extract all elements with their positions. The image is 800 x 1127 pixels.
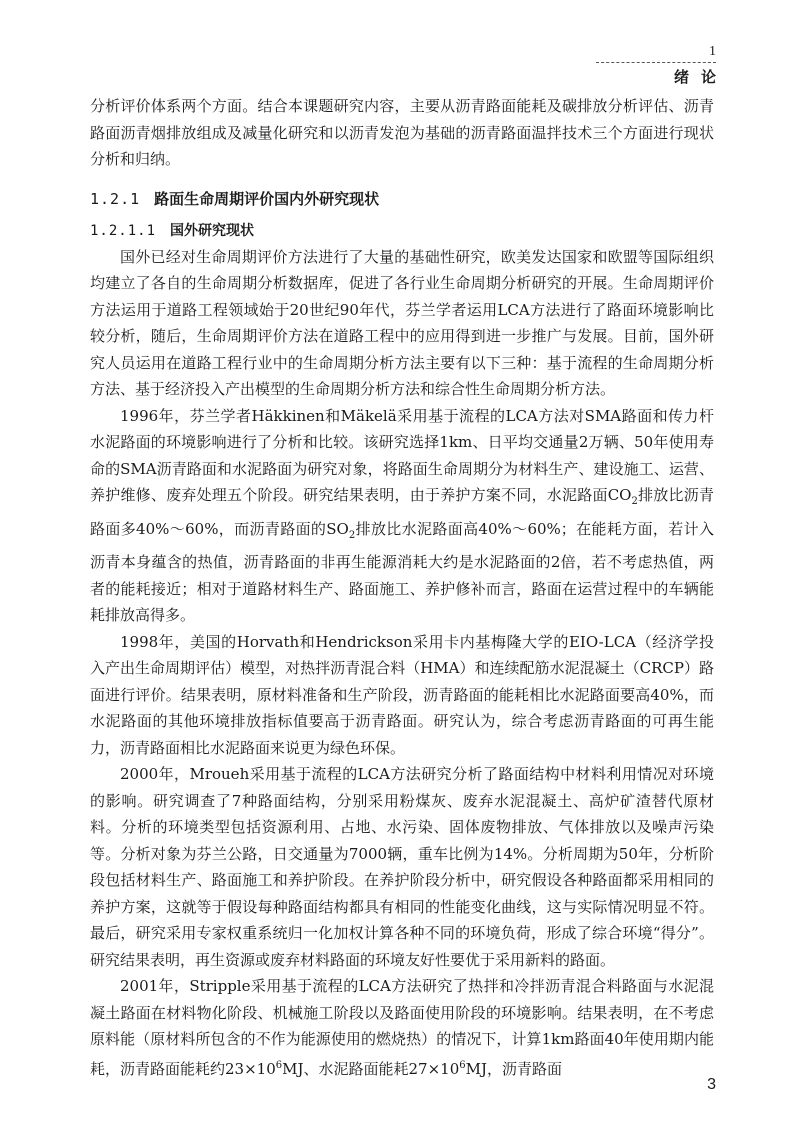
- text-run: 排放比水泥路面高40%～60%；在能耗方面，若计入沥青本身蕴含的热值，沥青路面的非再生能源消耗大约是水泥路面的2倍，若不考虑热值，两者的能耗接近；相对于道路材料生产、路面施工、养护修补而言，路面在运营过程中的车辆能耗排放高得多。: [90, 519, 714, 624]
- text-run: 排放比沥青路面多40%～60%，而沥青路面的SO: [90, 486, 714, 538]
- text-run: MJ，沥青路面: [465, 1059, 562, 1078]
- chapter-number: 1: [709, 44, 716, 59]
- paragraph-1998-study: 1998年，美国的Horvath和Hendrickson采用卡内基梅隆大学的EIO-LCA（经济学投入产出生命周期评估）模型，对热拌沥青混合料（HMA）和连续配筋水泥混凝土（CRCP）路面进行评价。结果表明，原材料准备和生产阶段，沥青路面的能耗相比水泥路面要高40%，而水泥路面的其他环境排放指标值要高于沥青路面。研究认为，综合考虑沥青路面的可再生能力，沥青路面相比水泥路面来说更为绿色环保。: [90, 632, 714, 757]
- section-number: 1.2.1: [90, 189, 141, 208]
- subscript: 2: [631, 496, 638, 507]
- paragraph-1996-study: [90, 403, 714, 629]
- subscript: 2: [348, 529, 356, 541]
- section-title: 路面生命周期评价国内外研究现状: [154, 189, 380, 208]
- page-body: [90, 93, 714, 1082]
- running-header: [0, 0, 800, 100]
- superscript: 6: [459, 1059, 466, 1071]
- subsection-title: 国外研究现状: [170, 222, 255, 239]
- paragraph-2000-study: 2000年，Mroueh采用基于流程的LCA方法研究分析了路面结构中材料利用情况对环境的影响。研究调查了7种路面结构，分别采用粉煤灰、废弃水泥混凝土、高炉矿渣替代原材料。分析的环境类型包括资源利用、占地、水污染、固体废物排放、气体排放以及噪声污染等。分析对象为芬兰公路，日交通量为7000辆，重车比例为14%。分析周期为50年，分析阶段包括材料生产、路面施工和养护阶段。在养护阶段分析中，研究假设各种路面都采用相同的养护方案，这就等于假设每种路面结构都具有相同的性能变化曲线，这与实际情况明显不符。最后，研究采用专家权重系统归一化加权计算各种不同的环境负荷，形成了综合环境“得分”。研究结果表明，再生资源或废弃材料路面的环境友好性要优于采用新料的路面。: [90, 765, 714, 969]
- paragraph-2001-study: [90, 973, 714, 1082]
- superscript: 6: [275, 1059, 283, 1071]
- page-number: 3: [707, 1076, 716, 1093]
- header-rule: [596, 62, 716, 63]
- text-run: 1996年，芬兰学者Häkkinen和Mäkelä采用基于流程的LCA方法对SMA路面和传力杆水泥路面的环境影响进行了分析和比较。该研究选择1km、日平均交通量2万辆、50年使用寿命的SMA沥青路面和水泥路面为研究对象，将路面生命周期分为材料生产、建设施工、运营、养护维修、废弃处理五个阶段。研究结果表明，由于养护方案不同，水泥路面CO: [90, 406, 714, 504]
- paragraph-intro: 分析评价体系两个方面。结合本课题研究内容，主要从沥青路面能耗及碳排放分析评估、沥青路面沥青烟排放组成及减量化研究和以沥青发泡为基础的沥青路面温拌技术三个方面进行现状分析和归纳。: [90, 97, 714, 168]
- chapter-title: 绪论: [673, 68, 728, 86]
- text-run: MJ、水泥路面能耗27×10: [282, 1059, 460, 1078]
- paragraph-foreign-overview: 国外已经对生命周期评价方法进行了大量的基础性研究，欧美发达国家和欧盟等国际组织均建立了各自的生命周期分析数据库，促进了各行业生命周期分析研究的开展。生命周期评价方法运用于道路工程领域始于20世纪90年代，芬兰学者运用LCA方法进行了路面环境影响比较分析，随后，生命周期评价方法在道路工程中的应用得到进一步推广与发展。目前，国外研究人员运用在道路工程行业中的生命周期分析方法主要有以下三种：基于流程的生命周期分析方法、基于经济投入产出模型的生命周期分析方法和综合性生命周期分析方法。: [90, 247, 714, 398]
- subsection-number: 1.2.1.1: [90, 222, 157, 239]
- section-heading-1-2-1: [90, 186, 714, 212]
- text-run: 2001年，Stripple采用基于流程的LCA方法研究了热拌和冷拌沥青混合料路面与水泥混凝土路面在材料物化阶段、机械施工阶段以及路面使用阶段的环境影响。结果表明，在不考虑原料能（原材料所包含的不作为能源使用的燃烧热）的情况下，计算1km路面40年使用期内能耗，沥青路面能耗约23×10: [90, 977, 714, 1078]
- subsection-heading-1-2-1-1: [90, 218, 714, 244]
